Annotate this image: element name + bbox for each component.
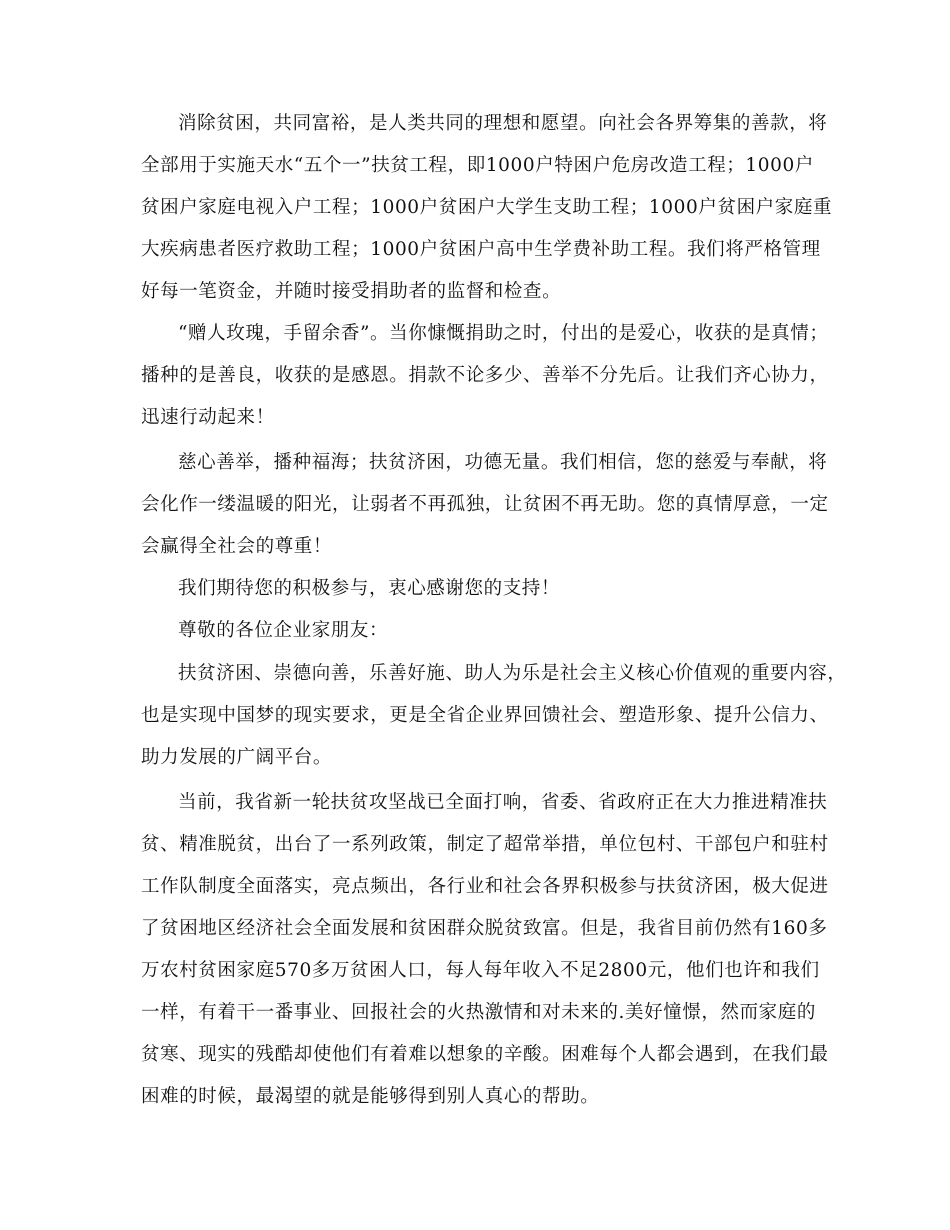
paragraph-line: 会赢得全社会的尊重！ xyxy=(141,536,333,557)
paragraph-line: 也是实现中国梦的现实要求，更是全省企业界回馈社会、塑造形象、提升公信力、 xyxy=(141,705,829,726)
paragraph-line: 会化作一缕温暖的阳光，让弱者不再孤独，让贫困不再无助。您的真情厚意，一定 xyxy=(141,494,829,515)
paragraph-line: 贫、精准脱贫，出台了一系列政策，制定了超常举措，单位包村、干部包户和驻村 xyxy=(141,834,829,855)
paragraph-line: “赠人玫瑰，手留余香”。当你慷慨捐助之时，付出的是爱心，收获的是真情； xyxy=(178,323,829,344)
salutation-line: 尊敬的各位企业家朋友： xyxy=(178,620,389,641)
paragraph-line: 工作队制度全面落实，亮点频出，各行业和社会各界积极参与扶贫济困，极大促进 xyxy=(141,876,829,897)
paragraph-line: 一样，有着干一番事业、回报社会的火热激情和对未来的.美好憧憬，然而家庭的 xyxy=(141,1002,816,1023)
paragraph-line: 了贫困地区经济社会全面发展和贫困群众脱贫致富。但是，我省目前仍然有160多 xyxy=(141,918,828,939)
paragraph-line: 贫寒、现实的残酷却使他们有着难以想象的辛酸。困难每个人都会遇到，在我们最 xyxy=(141,1044,829,1065)
paragraph-line: 扶贫济困、崇德向善，乐善好施、助人为乐是社会主义核心价值观的重要内容， xyxy=(178,663,847,684)
paragraph-line: 好每一笔资金，并随时接受捐助者的监督和检查。 xyxy=(141,281,562,302)
paragraph-line: 当前，我省新一轮扶贫攻坚战已全面打响，省委、省政府正在大力推进精准扶 xyxy=(178,792,828,813)
paragraph-line: 我们期待您的积极参与，衷心感谢您的支持！ xyxy=(178,578,561,599)
paragraph-line: 困难的时候，最渴望的就是能够得到别人真心的帮助。 xyxy=(141,1086,600,1107)
paragraph-line: 消除贫困，共同富裕，是人类共同的理想和愿望。向社会各界筹集的善款，将 xyxy=(178,113,828,134)
paragraph-line: 大疾病患者医疗救助工程；1000户贫困户高中生学费补助工程。我们将严格管理 xyxy=(141,239,821,260)
paragraph-line: 迅速行动起来！ xyxy=(141,407,275,428)
paragraph-line: 贫困户家庭电视入户工程；1000户贫困户大学生支助工程；1000户贫困户家庭重 xyxy=(141,197,833,218)
paragraph-line: 全部用于实施天水“五个一”扶贫工程，即1000户特困户危房改造工程；1000户 xyxy=(141,155,814,176)
paragraph-line: 慈心善举，播种福海；扶贫济困，功德无量。我们相信，您的慈爱与奉献，将 xyxy=(178,452,828,473)
paragraph-line: 助力发展的广阔平台。 xyxy=(141,747,333,768)
paragraph-line: 万农村贫困家庭570多万贫困人口，每人每年收入不足2800元，他们也许和我们 xyxy=(141,960,820,981)
paragraph-line: 播种的是善良，收获的是感恩。捐款不论多少、善举不分先后。让我们齐心协力， xyxy=(141,365,829,386)
